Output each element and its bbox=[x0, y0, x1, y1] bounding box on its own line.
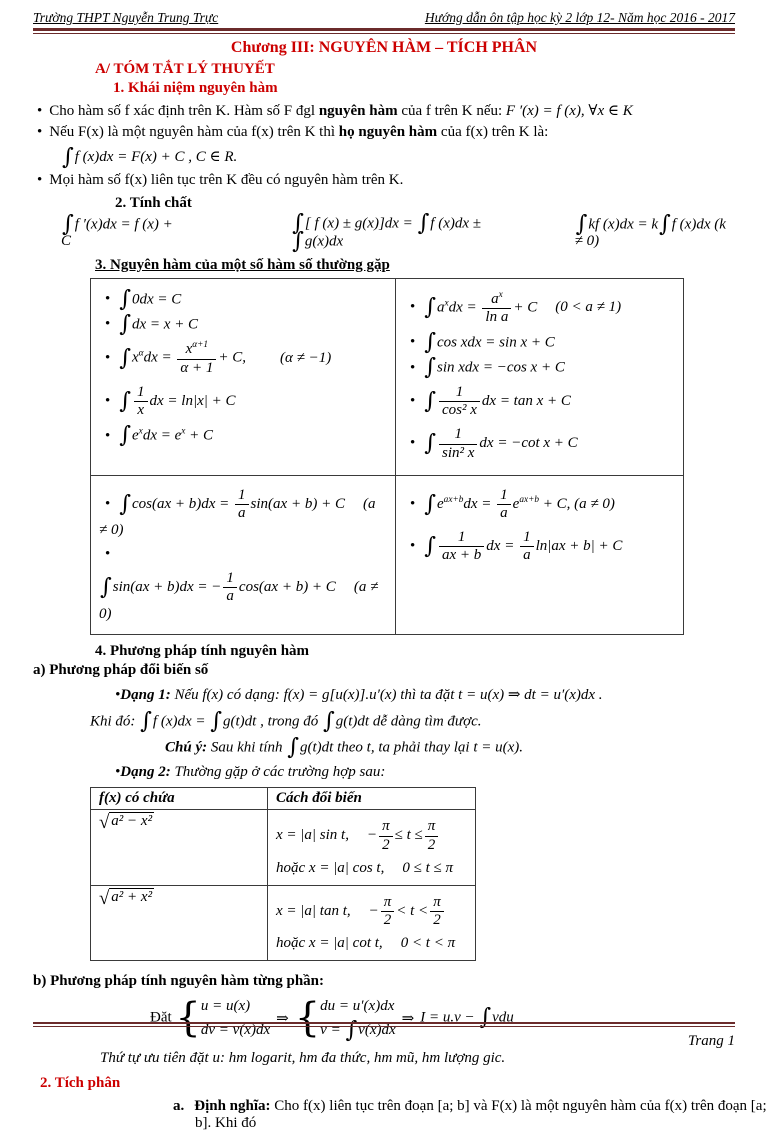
text-run: của f(x) trên K là: bbox=[437, 124, 549, 140]
part-a-heading: A/ TÓM TẮT LÝ THUYẾT bbox=[95, 61, 275, 77]
integral-sign: ∫ bbox=[424, 329, 436, 356]
math-run: dx = e bbox=[142, 427, 182, 444]
section-4-heading: 4. Phương pháp tính nguyên hàm bbox=[95, 642, 310, 659]
math-run: f (x)dx = bbox=[152, 712, 210, 729]
math-run: f (x)dx ± bbox=[430, 215, 482, 232]
substitution-table-header-2: Cách đổi biến bbox=[268, 788, 476, 810]
formula-power-rule bbox=[99, 340, 387, 377]
properties-row bbox=[61, 210, 735, 255]
math-run: − bbox=[366, 827, 378, 844]
antiderivative-table bbox=[90, 278, 684, 635]
dat-label: Đặt bbox=[150, 1009, 172, 1026]
bullet-icon: • bbox=[105, 349, 111, 366]
formula-a-power-x bbox=[404, 290, 675, 327]
page-header bbox=[33, 10, 735, 26]
integral-sign: ∫ bbox=[119, 490, 131, 517]
fraction bbox=[177, 340, 216, 377]
math-run: v(x)dx bbox=[358, 1022, 396, 1039]
header-school-name: Trường THPT Nguyễn Trung Trực bbox=[33, 10, 219, 25]
formula-sin bbox=[404, 354, 675, 381]
header-subject-info: Hướng dẫn ôn tập học kỳ 2 lớp 12- Năm học 2016 - 2017 bbox=[424, 10, 735, 25]
math-run: cos xdx = sin x + C bbox=[437, 334, 555, 351]
bullet-icon: • bbox=[37, 103, 43, 119]
math-run: dx = bbox=[143, 349, 176, 366]
bullet-icon: • bbox=[105, 495, 111, 512]
math-run: sin(ax + b) + C bbox=[250, 495, 345, 512]
bullet-icon: • bbox=[37, 172, 43, 188]
formula-dx bbox=[99, 310, 387, 337]
bullet-icon: • bbox=[105, 546, 111, 563]
exponent: x bbox=[498, 289, 503, 300]
text-run: của f trên K nếu: bbox=[397, 103, 506, 119]
bullet-icon: • bbox=[115, 764, 121, 781]
numerator: 1 bbox=[497, 487, 511, 505]
integral-sign: ∫ bbox=[424, 354, 436, 381]
math-run: + C, (a ≠ 0) bbox=[539, 495, 615, 512]
integral-sign: ∫ bbox=[424, 387, 436, 414]
math-run: e bbox=[512, 495, 520, 512]
fraction bbox=[482, 290, 511, 327]
math-condition: (a ≠ 0) bbox=[99, 495, 376, 539]
math-run: du = u′(x)dx bbox=[320, 998, 395, 1015]
integral-sign: ∫ bbox=[119, 344, 131, 371]
math-condition: (0 < a ≠ 1) bbox=[555, 299, 622, 316]
math-run: g(x)dx bbox=[304, 233, 344, 250]
section-4a-heading: a) Phương pháp đổi biến số bbox=[33, 661, 209, 678]
formula-cos-axb bbox=[99, 487, 387, 540]
denominator: 2 bbox=[427, 836, 436, 853]
denominator: cos² x bbox=[442, 402, 477, 418]
exponent: α+1 bbox=[192, 340, 209, 351]
formula-cos bbox=[404, 329, 675, 356]
math-run: dx = bbox=[486, 538, 519, 555]
fraction bbox=[439, 529, 484, 565]
denominator: a bbox=[523, 547, 531, 564]
math-run: hoặc x = |a| cot t, bbox=[276, 935, 383, 952]
substitution-line bbox=[276, 818, 467, 854]
exponent: ax+b bbox=[443, 494, 464, 505]
numerator: π bbox=[379, 818, 393, 836]
implies-arrow: ⇒ bbox=[401, 1010, 415, 1027]
fraction bbox=[425, 818, 439, 854]
text-run: Cho f(x) liên tục trên đoạn [a; b] và F(x) là một nguyên hàm của f(x) trên đoạn [a; b]. Khi đó bbox=[195, 1098, 767, 1132]
math-run: g(t)dt dễ dàng tìm được. bbox=[335, 712, 482, 729]
integral-sign: ∫ bbox=[479, 1004, 492, 1031]
formula-sec-squared bbox=[404, 384, 675, 420]
denominator: 2 bbox=[383, 912, 392, 928]
bullet-icon: • bbox=[410, 334, 416, 351]
priority-note: Thứ tự ưu tiên đặt u: hm logarit, hm đa thức, hm mũ, hm lượng gic. bbox=[100, 1050, 506, 1067]
numerator: 1 bbox=[134, 384, 148, 402]
math-run: f (x)dx (k ≠ 0) bbox=[574, 215, 726, 249]
formula-exponential bbox=[99, 422, 387, 449]
math-run: + C bbox=[185, 427, 214, 444]
formula-property-1 bbox=[61, 210, 173, 250]
formula-reciprocal-axb bbox=[404, 529, 675, 565]
concept-bullet-3 bbox=[33, 172, 735, 189]
math-run: ln|ax + b| + C bbox=[535, 538, 623, 555]
dang-2-label: Dạng 2: bbox=[120, 764, 171, 781]
math-run: dx = tan x + C bbox=[481, 392, 571, 409]
integral-sign: ∫ bbox=[287, 733, 299, 760]
page-number: Trang 1 bbox=[687, 1033, 735, 1049]
math-run: + C, bbox=[218, 349, 246, 366]
header-rule bbox=[33, 28, 735, 34]
numerator: π bbox=[381, 894, 395, 912]
denominator: x bbox=[137, 402, 145, 418]
math-run: kf (x)dx = k bbox=[588, 215, 659, 232]
text-run: Sau khi tính bbox=[207, 739, 287, 756]
chapter-title: Chương III: NGUYÊN HÀM – TÍCH PHÂN bbox=[230, 39, 538, 56]
exponent: x bbox=[444, 298, 449, 309]
fraction bbox=[497, 487, 511, 523]
math-run: sin xdx = −cos x + C bbox=[437, 359, 565, 376]
chu-y-label: Chú ý: bbox=[165, 739, 208, 756]
math-run: g(t)dt theo t, ta phải thay lại t = u(x). bbox=[300, 739, 524, 756]
sqrt-icon: √ bbox=[99, 812, 110, 834]
formula-sin-axb bbox=[99, 570, 387, 623]
denominator: α + 1 bbox=[180, 359, 214, 376]
section-3-heading: 3. Nguyên hàm của một số hàm số thường gặp bbox=[95, 256, 390, 273]
bullet-icon: • bbox=[410, 359, 416, 376]
bullet-icon: • bbox=[410, 495, 416, 512]
math-run: dx = −cot x + C bbox=[479, 435, 578, 452]
table-cell-composite-left bbox=[91, 475, 396, 634]
math-condition: (α ≠ −1) bbox=[279, 349, 332, 366]
table-cell-basic-right bbox=[396, 278, 684, 475]
math-run: dv = v(x)dx bbox=[200, 1022, 271, 1039]
math-run: + C bbox=[513, 299, 538, 316]
bullet-icon: • bbox=[105, 392, 111, 409]
bullet-icon: • bbox=[115, 686, 121, 703]
math-run: dx = bbox=[463, 495, 496, 512]
numerator: π bbox=[430, 894, 444, 912]
math-run: cos(ax + b) + C bbox=[238, 579, 336, 596]
math-run: dx = bbox=[448, 299, 481, 316]
math-run: u = u(x) bbox=[200, 998, 251, 1015]
math-condition: (a ≠ 0) bbox=[99, 579, 379, 622]
fraction bbox=[134, 384, 148, 420]
substitution-table-header-1: f(x) có chứa bbox=[91, 788, 268, 810]
math-run: a bbox=[437, 299, 445, 316]
math-run: 0dx = C bbox=[132, 290, 182, 307]
bullet-icon: • bbox=[105, 427, 111, 444]
empty-bullet bbox=[99, 546, 387, 563]
math-run: [ f (x) ± g(x)]dx = bbox=[304, 215, 417, 232]
math-run: 0 ≤ t ≤ π bbox=[402, 859, 454, 876]
formula-family-antiderivative bbox=[61, 143, 735, 170]
math-run: a bbox=[491, 290, 499, 307]
khi-do-line bbox=[90, 707, 735, 734]
math-run: cos(ax + b)dx = bbox=[132, 495, 234, 512]
numerator: π bbox=[425, 818, 439, 836]
fraction bbox=[430, 894, 444, 930]
integral-sign: ∫ bbox=[100, 574, 112, 600]
integral-sign: ∫ bbox=[292, 210, 304, 236]
denominator: a bbox=[238, 504, 246, 521]
math-run: x bbox=[132, 349, 139, 366]
footer-rule bbox=[33, 1022, 735, 1027]
denominator: a bbox=[500, 504, 508, 521]
numerator: 1 bbox=[223, 570, 237, 588]
integral-sign: ∫ bbox=[417, 210, 430, 236]
text-run: Thường gặp ở các trường hợp sau: bbox=[170, 764, 386, 781]
math-run: f ′(x)dx = f (x) + C bbox=[61, 215, 173, 249]
fraction bbox=[439, 384, 480, 420]
math-run: x bbox=[185, 341, 193, 358]
substitution-sin-cos bbox=[268, 810, 476, 886]
integral-sign: ∫ bbox=[62, 143, 74, 170]
fraction bbox=[379, 818, 393, 854]
bullet-icon: • bbox=[410, 435, 416, 452]
math-run: e bbox=[132, 427, 139, 444]
integral-sign: ∫ bbox=[575, 210, 588, 237]
numerator: 1 bbox=[439, 529, 484, 547]
numerator: 1 bbox=[520, 529, 534, 547]
substitution-tan-cot bbox=[268, 885, 476, 961]
integral-sign: ∫ bbox=[119, 285, 131, 312]
math-run: ≤ t ≤ bbox=[394, 827, 423, 844]
math-run: dx = x + C bbox=[132, 316, 199, 333]
substitution-line-alt bbox=[276, 935, 467, 952]
item-label: a. bbox=[173, 1098, 185, 1115]
exponent: ax+b bbox=[519, 494, 540, 505]
denominator: a bbox=[226, 588, 234, 605]
denominator: ln a bbox=[485, 308, 509, 325]
exponent: α bbox=[138, 348, 144, 359]
numerator: 1 bbox=[439, 384, 480, 402]
math-run: sin(ax + b)dx = − bbox=[112, 579, 222, 596]
bullet-icon: • bbox=[410, 299, 416, 316]
numerator: 1 bbox=[235, 487, 249, 505]
formula-exp-axb bbox=[404, 487, 675, 523]
fraction bbox=[439, 426, 477, 462]
math-run: < t < bbox=[396, 902, 429, 919]
text-run: Khi đó: bbox=[90, 712, 140, 729]
radicand: a² + x² bbox=[111, 888, 153, 905]
formula-property-2 bbox=[291, 210, 510, 255]
integral-sign: ∫ bbox=[659, 210, 671, 237]
bold-term: họ nguyên hàm bbox=[338, 124, 438, 140]
bullet-icon: • bbox=[410, 392, 416, 409]
formula-reciprocal bbox=[99, 384, 387, 420]
implies-arrow: ⇒ bbox=[276, 1010, 289, 1027]
sqrt-icon: √ bbox=[99, 887, 110, 909]
definition-label: Định nghĩa: bbox=[194, 1098, 271, 1115]
concept-bullet-1 bbox=[33, 101, 735, 120]
exponent: x bbox=[138, 426, 143, 437]
integral-sign: ∫ bbox=[323, 707, 335, 734]
substitution-line bbox=[276, 894, 467, 930]
section-4b-heading: b) Phương pháp tính nguyên hàm từng phần: bbox=[33, 973, 324, 990]
integral-sign: ∫ bbox=[140, 707, 152, 734]
bullet-icon: • bbox=[37, 124, 43, 140]
math-run: Nếu f(x) có dạng: f(x) = g[u(x)].u′(x) thì ta đặt t = u(x) ⇒ dt = u′(x)dx . bbox=[170, 686, 603, 703]
denominator: ax + b bbox=[442, 547, 482, 564]
math-run: x = |a| sin t, bbox=[276, 827, 349, 844]
substitution-line-alt bbox=[276, 860, 467, 877]
math-run: F ′(x) = f (x), ∀x ∈ K bbox=[505, 103, 633, 119]
numerator bbox=[482, 290, 511, 309]
table-cell-composite-right bbox=[396, 475, 684, 634]
section-1-heading: 1. Khái niệm nguyên hàm bbox=[113, 80, 278, 96]
concept-bullet-2 bbox=[33, 124, 735, 141]
dang-1-line bbox=[115, 685, 735, 704]
math-run: x = |a| tan t, bbox=[276, 902, 351, 919]
exponent: x bbox=[181, 426, 186, 437]
table-cell-basic-left bbox=[91, 278, 396, 475]
section-tich-phan-heading: 2. Tích phân bbox=[40, 1075, 121, 1092]
integral-sign: ∫ bbox=[424, 490, 436, 517]
radicand: a² − x² bbox=[111, 813, 153, 830]
formula-csc-squared bbox=[404, 426, 675, 462]
math-run: hoặc x = |a| cos t, bbox=[276, 859, 385, 876]
fraction bbox=[520, 529, 534, 565]
integral-sign: ∫ bbox=[62, 210, 74, 237]
integral-sign: ∫ bbox=[424, 430, 436, 457]
integral-sign: ∫ bbox=[424, 533, 436, 559]
bullet-icon: • bbox=[410, 538, 416, 555]
math-run: f (x)dx = F(x) + C , C ∈ R. bbox=[74, 149, 238, 165]
denominator: 2 bbox=[382, 836, 390, 853]
text-run: Mọi hàm số f(x) liên tục trên K đều có nguyên hàm trên K. bbox=[49, 172, 404, 188]
text-run: Nếu F(x) là một nguyên hàm của f(x) trên K thì bbox=[49, 124, 339, 140]
integral-sign: ∫ bbox=[119, 422, 131, 449]
integral-sign: ∫ bbox=[424, 294, 436, 320]
denominator: sin² x bbox=[442, 444, 475, 461]
chu-y-line bbox=[165, 733, 735, 760]
numerator: 1 bbox=[439, 426, 477, 444]
left-brace: { bbox=[175, 995, 201, 1042]
integral-sign: ∫ bbox=[345, 1016, 358, 1043]
math-run: v = bbox=[320, 1022, 345, 1039]
substitution-table bbox=[90, 787, 476, 961]
formula-zero bbox=[99, 285, 387, 312]
math-run: 0 < t < π bbox=[400, 935, 456, 952]
fraction bbox=[235, 487, 249, 523]
integral-sign: ∫ bbox=[210, 707, 222, 734]
integral-sign: ∫ bbox=[119, 310, 131, 337]
section-2-heading: 2. Tính chất bbox=[115, 195, 192, 211]
numerator bbox=[177, 340, 216, 359]
formula-property-3 bbox=[574, 210, 735, 250]
definite-integral-definition bbox=[173, 1098, 768, 1132]
math-run: I = u.v − bbox=[420, 1009, 479, 1026]
integral-sign: ∫ bbox=[292, 228, 304, 255]
text-run: Cho hàm số f xác định trên K. Hàm số F đgl bbox=[49, 103, 319, 119]
bold-term: nguyên hàm bbox=[318, 103, 398, 119]
radical-a2-plus-x2 bbox=[91, 885, 268, 961]
math-run: e bbox=[437, 495, 444, 512]
dang-1-label: Dạng 1: bbox=[120, 686, 171, 703]
dang-2-line bbox=[115, 764, 735, 781]
math-run: g(t)dt , trong đó bbox=[223, 712, 323, 729]
radical-a2-minus-x2 bbox=[91, 810, 268, 886]
page-footer bbox=[33, 1022, 735, 1050]
fraction bbox=[381, 894, 395, 930]
integral-sign: ∫ bbox=[119, 387, 131, 414]
left-brace: { bbox=[294, 995, 321, 1042]
denominator: 2 bbox=[433, 912, 441, 928]
math-run: − bbox=[368, 902, 379, 919]
bullet-icon: • bbox=[105, 290, 111, 307]
bullet-icon: • bbox=[105, 316, 111, 333]
fraction bbox=[223, 570, 237, 606]
math-run: dx = ln|x| + C bbox=[149, 392, 236, 409]
math-run: vdu bbox=[492, 1009, 514, 1026]
